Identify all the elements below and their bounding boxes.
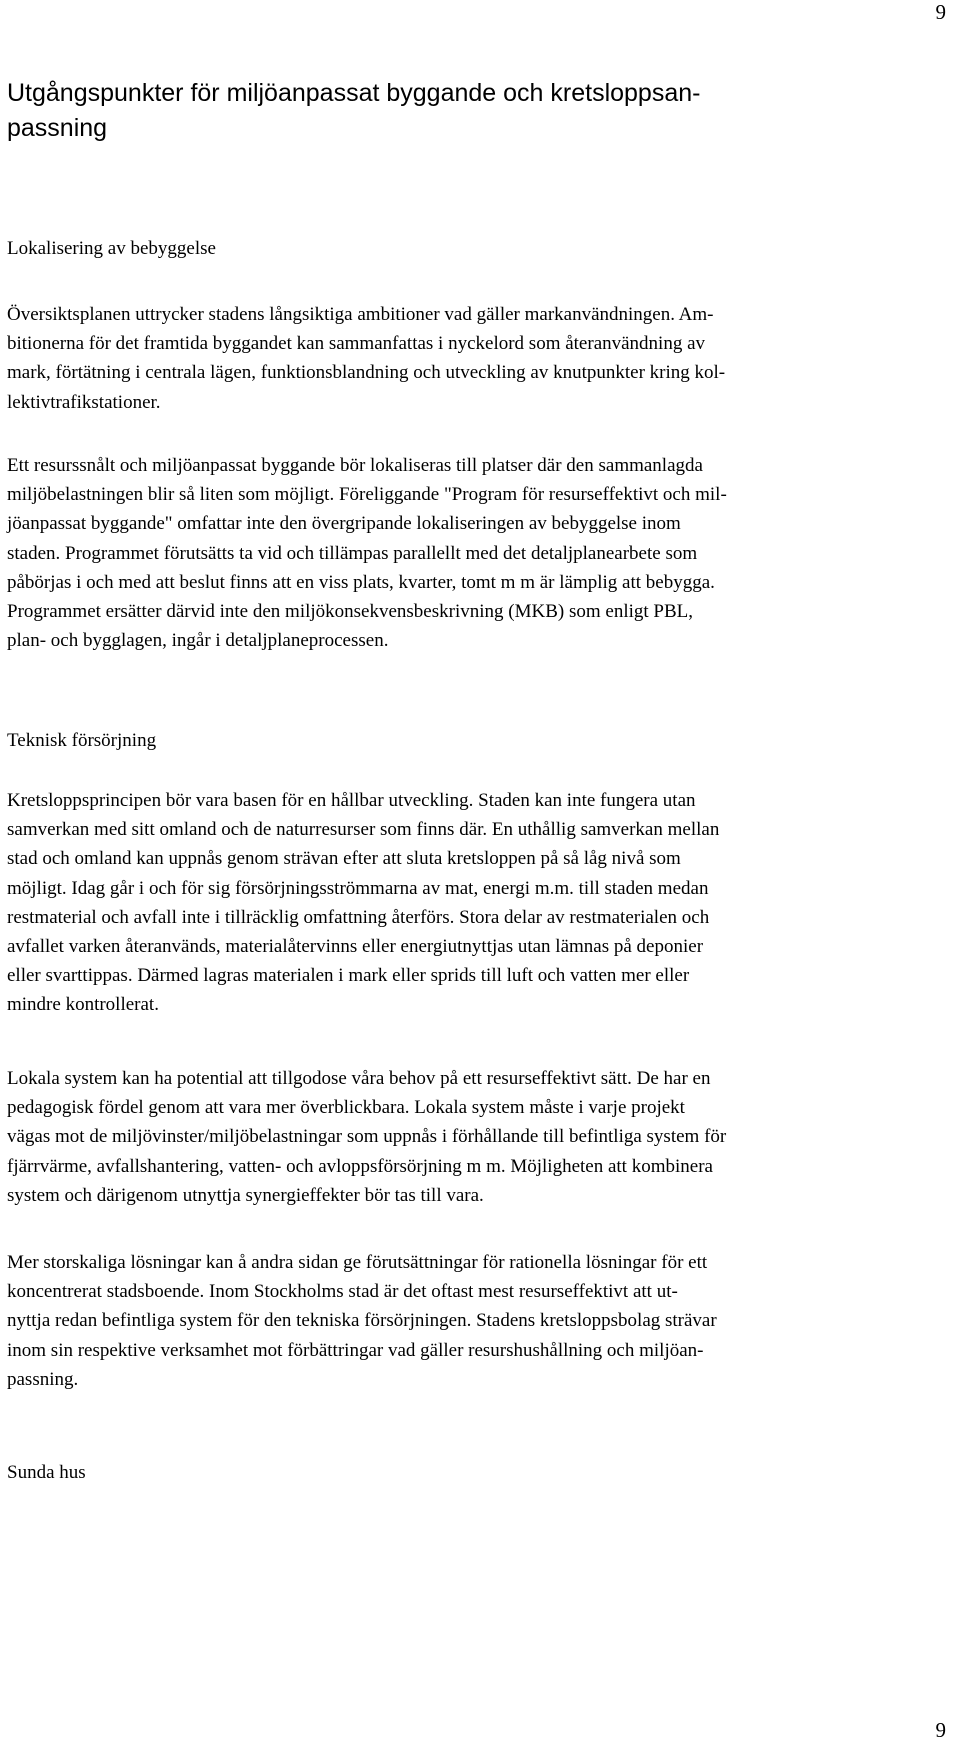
text-line: Kretsloppsprincipen bör vara basen för en hållbar utveckling. Staden kan inte fungera utan: [7, 790, 696, 811]
paragraph: [7, 786, 960, 1020]
section-title-lokalisering: Lokalisering av bebyggelse: [7, 238, 216, 259]
paragraph: [7, 1248, 960, 1394]
text-line: inom sin respektive verksamhet mot förbättringar vad gäller resurshushållning och miljöan-: [7, 1339, 704, 1361]
text-line: stad och omland kan uppnås genom strävan efter att sluta kretsloppen på så låg nivå som: [7, 848, 681, 870]
page-heading: [7, 76, 887, 146]
text-line: restmaterial och avfall inte i tillräcklig omfattning återförs. Stora delar av restmaterialen och: [7, 906, 710, 928]
page-number-bottom: 9: [935, 1718, 946, 1742]
paragraph: [7, 1064, 960, 1210]
paragraph: [7, 300, 960, 417]
text-line: Lokala system kan ha potential att tillgodose våra behov på ett resurseffektivt sätt. De har en: [7, 1068, 711, 1089]
heading-line: Utgångspunkter för miljöanpassat byggande och kretsloppsan-: [7, 79, 701, 107]
text-line: miljöbelastningen blir så liten som möjligt. Föreliggande "Program för resurseffektivt och mil-: [7, 484, 727, 506]
page-number-top: 9: [935, 0, 946, 24]
text-line: avfallet varken återanvänds, materialåtervinns eller energiutnyttjas utan lämnas på deponier: [7, 936, 704, 958]
text-line: Översiktsplanen uttrycker stadens långsiktiga ambitioner vad gäller markanvändningen. Am-: [7, 304, 714, 325]
text-line: system och därigenom utnyttja synergieffekter bör tas till vara.: [7, 1184, 484, 1206]
text-line: jöanpassat byggande" omfattar inte den övergripande lokaliseringen av bebyggelse inom: [7, 513, 681, 535]
text-line: eller svarttippas. Därmed lagras materialen i mark eller sprids till luft och vatten mer eller: [7, 965, 690, 987]
text-line: plan- och bygglagen, ingår i detaljplaneprocessen.: [7, 630, 389, 652]
text-line: bitionerna för det framtida byggandet kan sammanfattas i nyckelord som återanvändning av: [7, 333, 706, 355]
text-line: koncentrerat stadsboende. Inom Stockholms stad är det oftast mest resurseffektivt att ut-: [7, 1281, 678, 1303]
text-line: pedagogisk fördel genom att vara mer överblickbara. Lokala system måste i varje projekt: [7, 1097, 685, 1119]
section-title-sunda-hus: Sunda hus: [7, 1462, 86, 1483]
section-title-teknisk-forsorjning: Teknisk försörjning: [7, 730, 157, 751]
text-line: lektivtrafikstationer.: [7, 391, 161, 413]
paragraph: [7, 451, 960, 655]
text-line: Ett resurssnålt och miljöanpassat byggande bör lokaliseras till platser där den sammanlagda: [7, 455, 703, 476]
text-line: Mer storskaliga lösningar kan å andra sidan ge förutsättningar för rationella lösningar för ett: [7, 1252, 708, 1273]
text-line: passning.: [7, 1368, 79, 1390]
heading-line: passning: [7, 114, 108, 142]
text-line: nyttja redan befintliga system för den tekniska försörjningen. Stadens kretsloppsbolag strävar: [7, 1310, 717, 1332]
text-line: Programmet ersätter därvid inte den miljökonsekvensbeskrivning (MKB) som enligt PBL,: [7, 601, 694, 623]
text-line: mark, förtätning i centrala lägen, funktionsblandning och utveckling av knutpunkter kring kol-: [7, 362, 726, 384]
text-line: vägas mot de miljövinster/miljöbelastningar som uppnås i förhållande till befintliga system för: [7, 1126, 727, 1148]
text-line: möjligt. Idag går i och för sig försörjningsströmmarna av mat, energi m.m. till staden medan: [7, 877, 709, 899]
text-line: fjärrvärme, avfallshantering, vatten- och avloppsförsörjning m m. Möjligheten att kombinera: [7, 1155, 713, 1177]
text-line: staden. Programmet förutsätts ta vid och tillämpas parallellt med det detaljplanearbete som: [7, 542, 698, 564]
text-line: samverkan med sitt omland och de naturresurser som finns där. En uthållig samverkan mellan: [7, 819, 720, 841]
text-line: mindre kontrollerat.: [7, 994, 159, 1016]
text-line: påbörjas i och med att beslut finns att en viss plats, kvarter, tomt m m är lämplig att bebygga.: [7, 571, 715, 593]
